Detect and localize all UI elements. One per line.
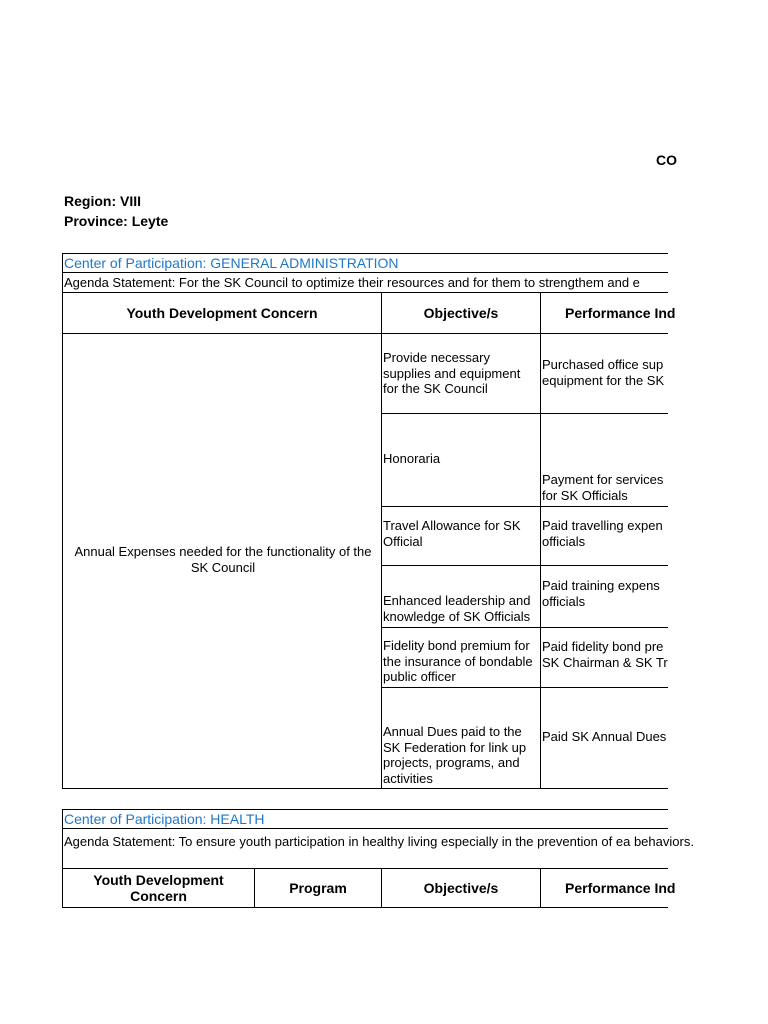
province-label: Province: Leyte <box>64 213 169 229</box>
column-header-performance-indicator: Performance Ind <box>565 305 676 321</box>
column-header-objectives: Objective/s <box>423 880 499 896</box>
column-header-concern: Youth Development Concern <box>93 872 224 904</box>
objective-cell: Annual Dues paid to the SK Federation for link up projects, programs, and activities <box>383 724 527 786</box>
page-title-fragment: CO <box>656 152 677 168</box>
agenda-statement-health: Agenda Statement: To ensure youth participation in healthy living especially in the prevention of ea behaviors. <box>64 834 694 849</box>
region-label: Region: VIII <box>64 193 141 209</box>
performance-indicator-cell: Paid travelling expen officials <box>542 518 663 549</box>
objective-cell: Travel Allowance for SK Official <box>383 518 521 549</box>
agenda-statement-general-admin: Agenda Statement: For the SK Council to optimize their resources and for them to strengthem and e <box>64 275 640 290</box>
objective-cell: Provide necessary supplies and equipment for the SK Council <box>383 350 521 396</box>
performance-indicator-cell: Paid training expens officials <box>542 578 660 609</box>
objective-cell: Fidelity bond premium for the insurance of bondable public officer <box>383 638 533 684</box>
column-header-performance-indicator: Performance Ind <box>565 880 676 896</box>
column-header-concern: Youth Development Concern <box>126 305 318 321</box>
youth-development-concern-cell: Annual Expenses needed for the functionality of the SK Council <box>74 544 372 575</box>
center-of-participation-general-admin: Center of Participation: GENERAL ADMINISTRATION <box>64 255 399 271</box>
objective-cell: Enhanced leadership and knowledge of SK Officials <box>383 593 531 624</box>
column-header-program: Program <box>289 880 347 896</box>
objective-cell: Honoraria <box>383 451 441 466</box>
performance-indicator-cell: Paid fidelity bond pre SK Chairman & SK Tr <box>542 639 668 670</box>
center-of-participation-health: Center of Participation: HEALTH <box>64 811 265 827</box>
performance-indicator-cell: Paid SK Annual Dues <box>542 729 667 744</box>
performance-indicator-cell: Purchased office sup equipment for the SK <box>542 357 665 388</box>
performance-indicator-cell: Payment for services for SK Officials <box>542 472 664 503</box>
column-header-objectives: Objective/s <box>423 305 499 321</box>
